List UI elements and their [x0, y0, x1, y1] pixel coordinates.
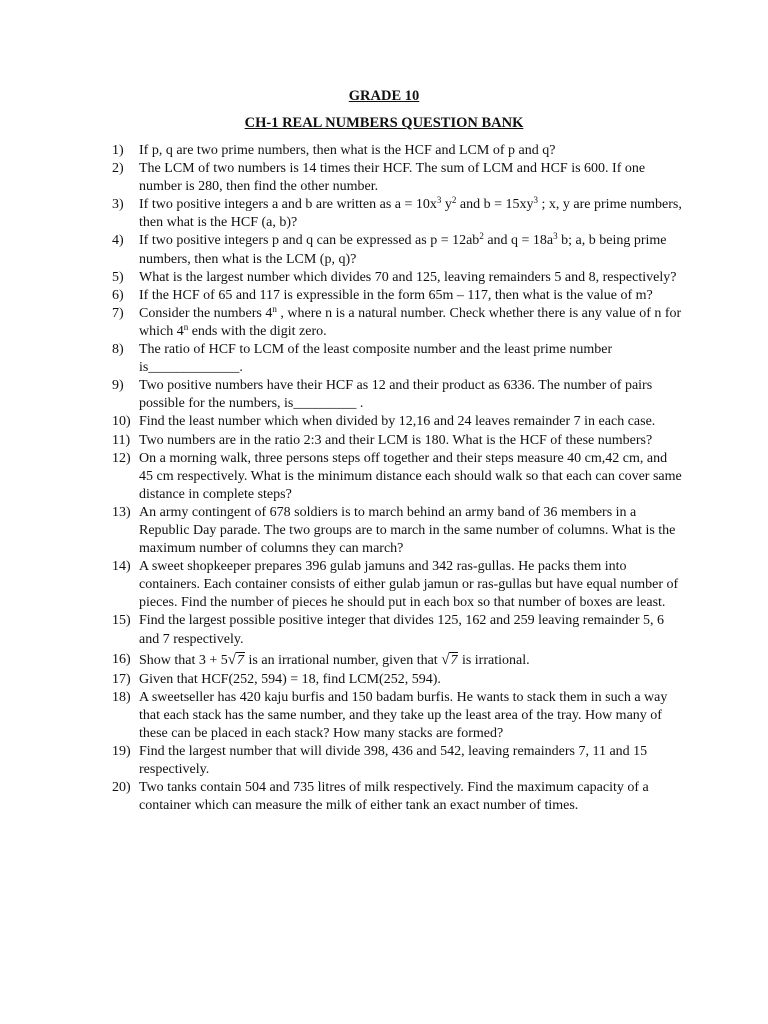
question-item	[112, 377, 684, 413]
grade-heading: GRADE 10	[348, 88, 420, 104]
square-root-7: √7	[441, 651, 458, 668]
question-number: 16)	[112, 651, 131, 667]
question-text: Consider the numbers 4$^n$ , where n is a natural number. Check whether there is any value of n for which 4$^n$ ends with the digit zero.	[139, 303, 682, 339]
question-item	[112, 142, 684, 160]
question-item	[112, 232, 684, 268]
question-number: 9)	[112, 378, 124, 394]
question-text: Two tanks contain 504 and 735 litres of milk respectively. Find the maximum capacity of a container which can measure the milk of either tank an exact number of times.	[139, 780, 649, 814]
question-text: If two positive integers p and q can be expressed as $p = 12ab^2$ and $q = 18a^3$ b; a, b being prime numbers, then what is the LCM (p, q)?	[139, 231, 667, 267]
question-number: 1)	[112, 143, 124, 158]
question-number: 7)	[112, 305, 124, 321]
question-item	[112, 689, 684, 743]
question-text: An army contingent of 678 soldiers is to march behind an army band of 36 members in a Republic Day parade. The two groups are to march in the same number of columns. What is the maximum number of columns they can march?	[139, 504, 676, 557]
question-item	[112, 305, 684, 341]
question-text: The LCM of two numbers is 14 times their HCF. The sum of LCM and HCF is 600. If one number is 280, then find the other number.	[139, 161, 646, 195]
question-item	[112, 779, 684, 815]
question-item	[112, 432, 684, 450]
question-item	[112, 413, 684, 431]
question-item	[112, 341, 684, 377]
question-text: Two positive numbers have their HCF as 12 and their product as 6336. The number of pairs possible for the numbers, is_________ .	[139, 378, 653, 412]
question-text: Find the largest number that will divide 398, 436 and 542, leaving remainders 7, 11 and 15 respectively.	[139, 744, 648, 778]
question-text: Find the least number which when divided by 12,16 and 24 leaves remainder 7 in each case.	[139, 414, 656, 430]
question-text: A sweet shopkeeper prepares 396 gulab jamuns and 342 ras-gullas. He packs them into containers. Each container consists of either gulab jamun or ras-gullas but have equal number of pieces. Find the number of pieces he should put in each box so that number of boxes are least.	[139, 559, 679, 611]
question-item	[112, 269, 684, 287]
question-text: Show that 3 + 5√7 is an irrational number, given that √7 is irrational.	[139, 651, 530, 668]
question-number: 17)	[112, 671, 131, 687]
question-text: On a morning walk, three persons steps off together and their steps measure 40 cm,42 cm, and 45 cm respectively. What is the minimum distance each should walk so that each can cover same distance in complete steps?	[139, 450, 682, 502]
question-item	[112, 287, 684, 305]
question-text: What is the largest number which divides 70 and 125, leaving remainders 5 and 8, respectively?	[139, 269, 677, 285]
question-text: Find the largest possible positive integer that divides 125, 162 and 259 leaving remainder 5, 6 and 7 respectively.	[139, 613, 665, 647]
question-item	[112, 671, 684, 689]
question-item	[112, 196, 684, 232]
question-number: 13)	[112, 504, 131, 520]
question-text: Given that HCF(252, 594) = 18, find LCM(252, 594).	[139, 671, 441, 687]
question-number: 10)	[112, 414, 131, 430]
question-number: 5)	[112, 269, 124, 285]
question-number: 4)	[112, 233, 124, 249]
question-number: 12)	[112, 450, 131, 466]
question-number: 3)	[112, 197, 124, 213]
question-number: 18)	[112, 689, 131, 705]
question-number: 20)	[112, 780, 131, 796]
question-number: 19)	[112, 744, 131, 760]
question-item	[112, 504, 684, 558]
question-item	[112, 649, 684, 671]
question-text: If the HCF of 65 and 117 is expressible in the form 65m – 117, then what is the value of m?	[139, 287, 653, 303]
question-text: The ratio of HCF to LCM of the least composite number and the least prime number is_____________.	[139, 342, 613, 376]
question-item	[112, 558, 684, 612]
question-text: Two numbers are in the ratio 2:3 and their LCM is 180. What is the HCF of these numbers?	[139, 432, 653, 448]
question-list	[112, 142, 684, 815]
question-text: A sweetseller has 420 kaju burfis and 150 badam burfis. He wants to stack them in such a way that each stack has the same number, and they take up the least area of the tray. How many of these can be placed in each stack? How many stacks are formed?	[139, 689, 668, 741]
question-text: If two positive integers a and b are written as $a = 10x^3$ $y^2$ and $b = 15xy^3$ ; x, y are prime numbers, then what is the HCF (a, b)?	[139, 195, 682, 231]
page-title: CH-1 REAL NUMBERS QUESTION BANK	[244, 115, 524, 131]
question-item	[112, 743, 684, 779]
question-number: 6)	[112, 287, 124, 303]
question-number: 8)	[112, 342, 124, 358]
question-number: 2)	[112, 161, 124, 177]
question-item	[112, 450, 684, 504]
square-root-7: √7	[227, 651, 245, 668]
question-text: If p, q are two prime numbers, then what is the HCF and LCM of p and q?	[139, 143, 556, 158]
question-item	[112, 160, 684, 196]
question-item	[112, 612, 684, 648]
question-number: 15)	[112, 613, 131, 629]
question-number: 14)	[112, 559, 131, 575]
question-number: 11)	[112, 432, 131, 448]
